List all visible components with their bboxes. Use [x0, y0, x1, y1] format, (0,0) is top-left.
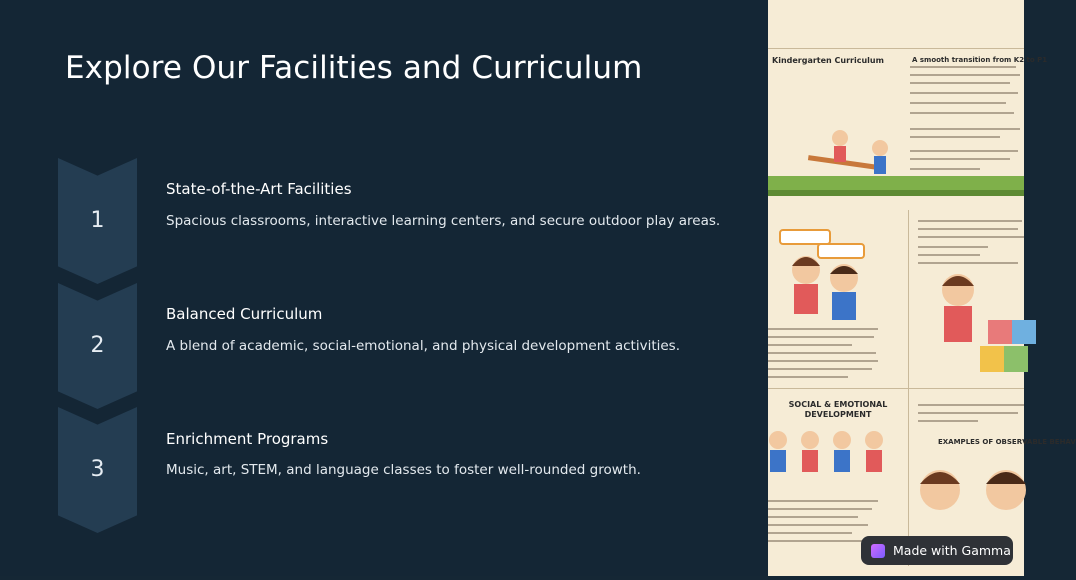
doc-heading-right: A smooth transition from K2 to P1	[912, 56, 1048, 64]
step-2-number: 2	[90, 333, 105, 358]
step-2-description: A blend of academic, social-emotional, and physical development activities.	[166, 338, 680, 354]
curriculum-infographic	[768, 0, 1024, 576]
doc-label-examples: EXAMPLES OF OBSERVABLE BEHAV	[938, 438, 1076, 446]
page-title: Explore Our Facilities and Curriculum	[65, 50, 643, 86]
doc-heading-left: Kindergarten Curriculum	[772, 56, 884, 65]
step-3-description: Music, art, STEM, and language classes to foster well-rounded growth.	[166, 462, 641, 478]
badge-label: Made with Gamma	[893, 543, 1011, 558]
doc-label-social: SOCIAL & EMOTIONAL DEVELOPMENT	[788, 400, 888, 419]
curriculum-image	[768, 0, 1076, 576]
step-1-description: Spacious classrooms, interactive learning centers, and secure outdoor play areas.	[166, 213, 721, 229]
made-with-gamma-badge[interactable]	[861, 536, 1013, 565]
step-1-title: State-of-the-Art Facilities	[166, 180, 352, 198]
gamma-logo-icon	[871, 544, 885, 558]
step-1-number: 1	[90, 208, 105, 233]
step-3-title: Enrichment Programs	[166, 430, 329, 448]
step-3-number: 3	[90, 457, 105, 482]
step-2-title: Balanced Curriculum	[166, 305, 323, 323]
